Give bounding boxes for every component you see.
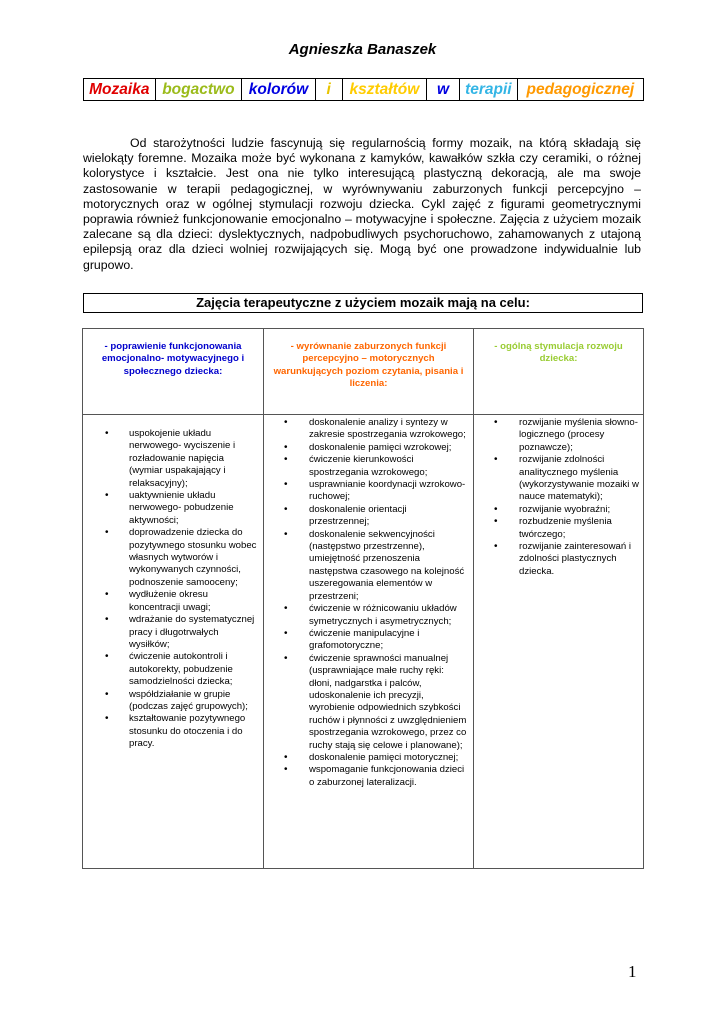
title-word-4: i bbox=[316, 79, 343, 100]
list-item: • ćwiczenie kierunkowości spostrzegania wzrokowego; bbox=[264, 454, 469, 479]
list-item: • ćwiczenie w różnicowaniu układów symetrycznych i asymetrycznych; bbox=[264, 603, 469, 628]
list-item: • doskonalenie sekwencyjności (następstwo przestrzenne), umiejętność przenoszenia następstwa czasowego na kolejność uszeregowania elementów w przestrzeni; bbox=[264, 529, 469, 603]
list-item: • wydłużenie okresu koncentracji uwagi; bbox=[83, 589, 259, 614]
list-item: • doskonalenie pamięci motorycznej; bbox=[264, 752, 469, 764]
title-word-6: w bbox=[427, 79, 460, 100]
list-item: • rozbudzenie myślenia twórczego; bbox=[474, 516, 639, 541]
intro-paragraph: Od starożytności ludzie fascynują się regularnością formy mozaik, na którą składają się wielokąty foremne. Mozaika może być wykonana z kamyków, kawałków szkła czy ceramiki, o różnej kolorystyce i kształcie. Jest ona nie tylko interesującą plastyczną dekoracją, ale ma swoje zastosowanie w terapii pedagogicznej, w wyrównywaniu zaburzonych funkcji percepcyjno – motorycznych oraz w ogólnej stymulacji rozwoju dziecka. Cykl zajęć z figurami geometrycznymi poprawia również funkcjonowanie emocjonalno – motywacyjne i społeczne. Zajęcia z użyciem mozaik zalecane są dla dzieci: dyslektycznych, nadpobudliwych psychoruchowo, zahamowanych z utajoną epilepsją oraz dla dzieci wolniej rozwijających się. Mogą być one prowadzone indywidualnie lub grupowo. bbox=[83, 136, 641, 272]
column-header-perceptual bbox=[264, 329, 474, 415]
list-item: • doskonalenie analizy i syntezy w zakresie spostrzegania wzrokowego; bbox=[264, 417, 469, 442]
column-header-emotional bbox=[83, 329, 264, 415]
list-item: • rozwijanie zdolności analitycznego myślenia (wykorzystywanie mozaiki w nauce matematyki); bbox=[474, 454, 639, 504]
goals-table bbox=[82, 328, 644, 869]
title-word-1: Mozaika bbox=[84, 79, 156, 100]
list-item: • kształtowanie pozytywnego stosunku do otoczenia i do pracy. bbox=[83, 713, 259, 750]
page-number: 1 bbox=[628, 962, 637, 981]
table-body-row bbox=[83, 415, 644, 869]
bullet-list bbox=[83, 428, 263, 751]
list-item: • rozwijanie myślenia słowno- logicznego (procesy poznawcze); bbox=[474, 417, 639, 454]
author-name: Agnieszka Banaszek bbox=[288, 41, 437, 58]
list-item: • doprowadzenie dziecka do pozytywnego stosunku wobec własnych wytworów i wykonywanych czynności, podnoszenie samooceny; bbox=[83, 527, 259, 589]
table-header-row bbox=[83, 329, 644, 415]
column-header-text: - ogólną stymulacja rozwoju dziecka: bbox=[494, 341, 623, 365]
list-item: • uspokojenie układu nerwowego- wyciszenie i rozładowanie napięcia (wymiar uspakajający i relaksacyjny); bbox=[83, 428, 259, 490]
list-item: • wspomaganie funkcjonowania dzieci o zaburzonej lateralizacji. bbox=[264, 764, 469, 789]
list-item: • rozwijanie zainteresowań i zdolności plastycznych dziecka. bbox=[474, 541, 639, 578]
list-item: • współdziałanie w grupie (podczas zajęć grupowych); bbox=[83, 689, 259, 714]
title-word-2: bogactwo bbox=[156, 79, 243, 100]
goals-heading: Zajęcia terapeutyczne z użyciem mozaik mają na celu: bbox=[83, 293, 643, 313]
column-development-items bbox=[474, 415, 644, 869]
list-item: • rozwijanie wyobraźni; bbox=[474, 504, 639, 516]
column-header-text: - poprawienie funkcjonowania emocjonalno- motywacyjnego i społecznego dziecka: bbox=[101, 341, 245, 377]
column-perceptual-items bbox=[264, 415, 474, 869]
list-item: • doskonalenie orientacji przestrzennej; bbox=[264, 504, 469, 529]
list-item: • ćwiczenie autokontroli i autokorekty, pobudzenie samodzielności dziecka; bbox=[83, 651, 259, 688]
column-header-development bbox=[474, 329, 644, 415]
list-item: • ćwiczenie sprawności manualnej (usprawniające małe ruchy ręki: dłoni, nadgarstka i palców, udoskonalenie ich precyzji, wyrobienie odpowiednich szybkości ruchów i płynności z uwzględnieniem spostrzegania wzrokowego, przez co ruchy stają się celowe i planowane); bbox=[264, 653, 469, 752]
title-word-5: kształtów bbox=[343, 79, 428, 100]
column-emotional-items bbox=[83, 415, 264, 869]
column-header-text: - wyrównanie zaburzonych funkcji percepcyjno – motorycznych warunkujących poziom czytania, pisania i liczenia: bbox=[273, 341, 464, 390]
title-word-7: terapii bbox=[460, 79, 518, 100]
title-box bbox=[83, 78, 644, 101]
title-word-8: pedagogicznej bbox=[526, 81, 635, 98]
list-item: • wdrażanie do systematycznej pracy i długotrwałych wysiłków; bbox=[83, 614, 259, 651]
title-word-3: kolorów bbox=[242, 79, 316, 100]
list-item: • doskonalenie pamięci wzrokowej; bbox=[264, 442, 469, 454]
bullet-list bbox=[474, 417, 643, 578]
list-item: • usprawnianie koordynacji wzrokowo-ruchowej; bbox=[264, 479, 469, 504]
bullet-list bbox=[264, 417, 473, 789]
list-item: • uaktywnienie układu nerwowego- pobudzenie aktywności; bbox=[83, 490, 259, 527]
list-item: • ćwiczenie manipulacyjne i grafomotoryczne; bbox=[264, 628, 469, 653]
